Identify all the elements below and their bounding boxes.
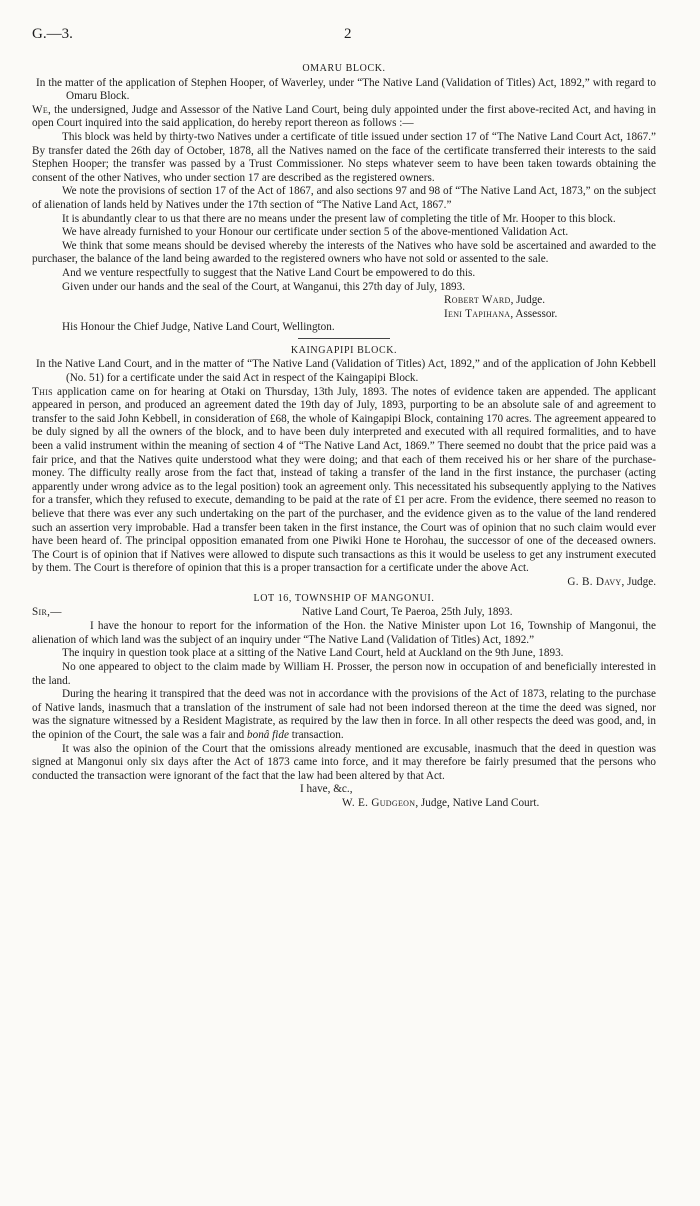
mangonui-paragraph-2: The inquiry in question took place at a sitting of the Native Land Court, held at Auckland on the 9th June, 1893. (62, 647, 564, 660)
omaru-paragraph-7: Given under our hands and the seal of the Court, at Wanganui, this 27th day of July, 1893. (62, 280, 466, 293)
omaru-signature-assessor (32, 308, 656, 322)
kaingapipi-body-text: application came on for hearing at Otaki on Thursday, 13th July, 1893. The notes of evidence taken are appended. The applicant appeared in person, and produced an agreement dated the 19th day of July, 1893, purporting to be an absolute sale of and agreement to transfer to the said John Kebbell, in consideration of £68, the whole of Kaingapipi Block, containing 170 acres. The agreement appeared to be duly signed by all the owners of the block, and to have been duly interpreted and executed with all required formalities, and to have been a valid instrument within the meaning of section 4 of “The Native Land Act, 1869.” There seemed no doubt that the price paid was a fair price, and that the Natives quite understood what they were doing; and that each of them received his or her share of the purchase-money. The difficulty really arose from the fact that, instead of taking a transfer of the land in the first instance, the purchaser (acting apparently under wrong advice as to the legal position) took an agreement only. This necessitated his subsequently applying to the Natives for a transfer, which they refused to execute, demanding to be paid at the rate of £1 per acre. From the evidence, there seemed no reason to believe that there was ever any such undertaking on the part of the purchaser, and the evidence given as to the value of the land rendered such an assertion very improbable. Had a transfer been taken in the first instance, the Court was of opinion that no such claim would ever have been heard of. The principal opposition emanated from one Piwiki Hone te Horohau, the successor of one of the deceased owners. The Court is of opinion that if Natives were allowed to dispute such transactions as this it would be useless to get any instrument executed by them. The Court is therefore of opinion that this is a proper transaction for a certificate under the above Act. (32, 385, 656, 575)
letter-heading (32, 606, 656, 620)
omaru-signature-judge (32, 294, 656, 308)
mangonui-paragraph-4-text: During the hearing it transpired that the deed was not in accordance with the provisions of the Act of 1873, relating to the purchase of Native lands, inasmuch that a translation of the instrument of sale had not been indorsed thereon at the time the deed was signed, nor was the signature witnessed by a Resident Magistrate, as required by the law then in force. In all other respects the deed was good, and, in the opinion of the Court, the sale was a fair and (32, 688, 656, 741)
omaru-intro-lead: We (32, 103, 49, 116)
omaru-paragraph-5: We think that some means should be devised whereby the interests of the Natives who have sold be ascertained and awarded to the purchaser, the balance of the land being awarded to the registered owners who have not sold or assented to the sale. (32, 239, 656, 266)
omaru-addressee: His Honour the Chief Judge, Native Land Court, Wellington. (62, 321, 335, 334)
kaingapipi-body-lead: This (32, 385, 53, 398)
page-number: 2 (344, 26, 352, 42)
kaingapipi-section (32, 344, 656, 590)
signatory-name: G. B. Davy (567, 575, 622, 588)
signatory-role: , Judge, Native Land Court. (415, 796, 540, 809)
mangonui-title: LOT 16, TOWNSHIP OF MANGONUI. (253, 592, 435, 604)
omaru-paragraph-6: And we venture respectfully to suggest that the Native Land Court be empowered to do this. (62, 266, 476, 279)
signatory-role: , Judge. (621, 575, 656, 588)
kaingapipi-matter: In the Native Land Court, and in the matter of “The Native Land (Validation of Titles) Act, 1892,” and of the application of John Kebbell (No. 51) for a certificate under the said Act in respect of the Kaingapipi Block. (36, 358, 656, 385)
salutation: Sir,— (32, 606, 62, 619)
letter-location-date: Native Land Court, Te Paeroa, 25th July, 1893. (302, 606, 513, 619)
omaru-paragraph-1: This block was held by thirty-two Natives under a certificate of title issued under section 17 of “The Native Land Court Act, 1867.” By transfer dated the 26th day of October, 1878, all the Natives named on the face of the certificate transferred their interests to the said Stephen Hooper; the transfer was passed by a Trust Commissioner. No steps whatever seem to have been taken towards obtaining the consent of the other Natives, who under section 17 are described as the registered owners. (32, 130, 656, 184)
kaingapipi-body (32, 386, 656, 576)
omaru-report-intro (32, 104, 656, 131)
signatory-name: Robert Ward (444, 294, 511, 307)
signatory-name: W. E. Gudgeon (342, 796, 416, 809)
mangonui-section (32, 592, 656, 811)
kaingapipi-title: KAINGAPIPI BLOCK. (290, 344, 398, 356)
section-divider (298, 338, 390, 339)
signatory-role: , Judge. (510, 294, 546, 307)
signatory-role: , Assessor. (510, 307, 558, 320)
omaru-title: OMARU BLOCK. (302, 63, 386, 74)
mangonui-paragraph-4 (32, 688, 656, 742)
page-header (32, 28, 656, 48)
letter-signature (32, 797, 656, 811)
omaru-paragraph-2: We note the provisions of section 17 of the Act of 1867, and also sections 97 and 98 of “The Native Land Act, 1873,” on the subject of alienation of lands held by Natives under the 17th section of “The Native Land Act, 1867.” (32, 185, 656, 211)
mangonui-paragraph-3: No one appeared to object to the claim made by William H. Prosser, the person now in occupation of and beneficially interested in the land. (32, 660, 656, 687)
mangonui-paragraph-4-end: transaction. (288, 728, 344, 741)
kaingapipi-signature (32, 576, 656, 590)
omaru-paragraph-3: It is abundantly clear to us that there are no means under the present law of completing the title of Mr. Hooper to this block. (62, 212, 616, 225)
page (32, 28, 656, 810)
omaru-intro-text: , the undersigned, Judge and Assessor of the Native Land Court, being duly appointed under the first above-recited Act, and having in open Court inquired into the said application, do hereby report thereon as follows :— (32, 103, 656, 130)
omaru-section (32, 62, 656, 335)
italic-phrase: bonâ fide (247, 728, 289, 741)
letter-closing: I have, &c., (300, 783, 353, 796)
signatory-name: Ieni Tapihana (444, 307, 511, 320)
omaru-paragraph-4: We have already furnished to your Honour our certificate under section 5 of the above-mentioned Validation Act. (62, 226, 569, 239)
mangonui-paragraph-5: It was also the opinion of the Court that the omissions already mentioned are excusable, inasmuch that the deed in question was signed at Mangonui only six days after the Act of 1873 came into force, and it may therefore be fairly presumed that the persons who conducted the transaction were ignorant of the fact that the law had been altered by that Act. (32, 742, 656, 782)
omaru-matter: In the matter of the application of Stephen Hooper, of Waverley, under “The Native Land (Validation of Titles) Act, 1892,” with regard to Omaru Block. (36, 76, 656, 103)
mangonui-paragraph-1: I have the honour to report for the information of the Hon. the Native Minister upon Lot 16, Township of Mangonui, the alienation of which land was the subject of an inquiry under “The Native Land (Validation of Titles) Act, 1892.” (32, 620, 656, 646)
document-reference: G.—3. (32, 26, 73, 42)
